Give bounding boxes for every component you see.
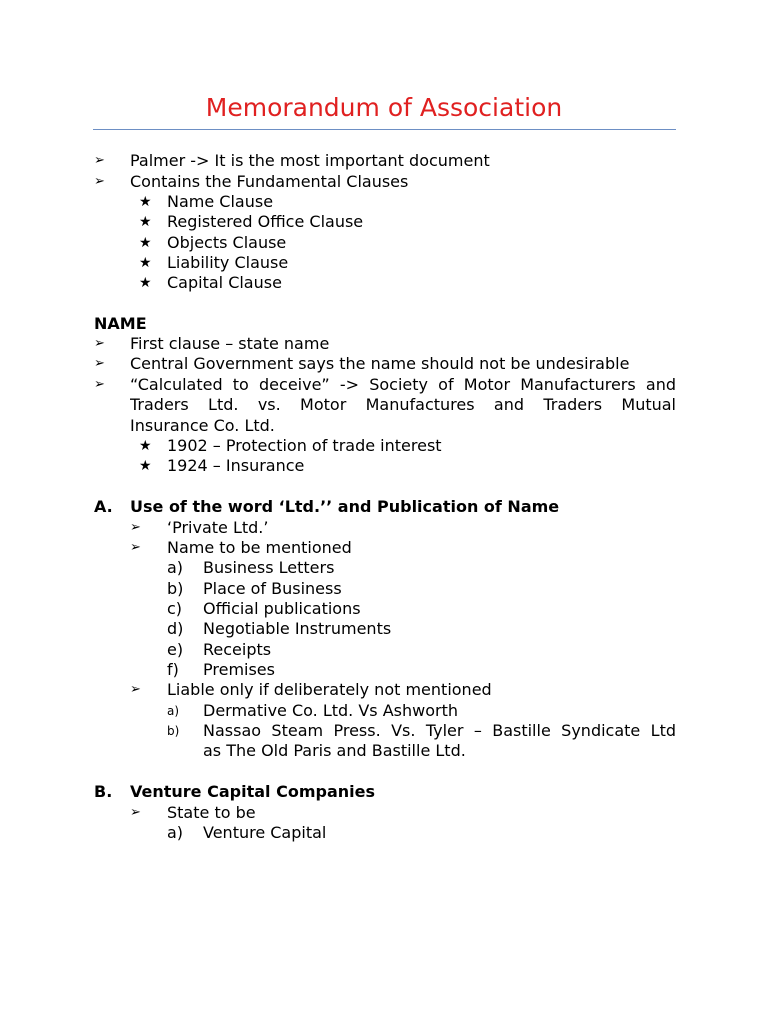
document-line [0, 741, 768, 761]
document-line [0, 456, 768, 476]
star-bullet-icon: ★ [139, 275, 152, 291]
line-text: Nassao Steam Press. Vs. Tyler – Bastille Syndicate Ltd [203, 721, 676, 740]
star-bullet-icon: ★ [139, 214, 152, 230]
document-line [0, 212, 768, 232]
line-text: 1924 – Insurance [167, 456, 305, 475]
document-line [0, 701, 768, 721]
list-label: e) [167, 640, 184, 659]
line-text: Contains the Fundamental Clauses [130, 172, 409, 191]
document-line [0, 518, 768, 538]
document-line [0, 375, 768, 395]
document-line [0, 416, 768, 436]
list-label: d) [167, 619, 184, 638]
document-line [0, 823, 768, 843]
list-label: c) [167, 599, 183, 618]
list-label: a) [167, 558, 184, 577]
list-label: a) [167, 704, 180, 718]
line-text: Liable only if deliberately not mentioned [167, 680, 492, 699]
list-label: a) [167, 823, 184, 842]
arrow-bullet-icon: ➢ [94, 153, 105, 168]
line-text: “Calculated to deceive” -> Society of Motor Manufacturers and [130, 375, 676, 394]
document-line [0, 395, 768, 415]
line-text: Receipts [203, 640, 272, 659]
line-text: Premises [203, 660, 275, 679]
title-divider [93, 129, 676, 130]
document-title: Memorandum of Association [205, 93, 563, 122]
line-text: 1902 – Protection of trade interest [167, 436, 442, 455]
document-line [0, 660, 768, 680]
document-line [0, 497, 768, 517]
document-line [0, 782, 768, 802]
document-line [0, 599, 768, 619]
document-line [0, 151, 768, 171]
arrow-bullet-icon: ➢ [94, 377, 105, 392]
list-label: b) [167, 724, 180, 738]
document-line [0, 579, 768, 599]
document-line [0, 334, 768, 354]
list-label: b) [167, 579, 184, 598]
document-line [0, 803, 768, 823]
line-text: Traders Ltd. vs. Motor Manufactures and Traders Mutual [130, 395, 676, 414]
document-line [0, 233, 768, 253]
document-line [0, 172, 768, 192]
line-text: Place of Business [203, 579, 342, 598]
arrow-bullet-icon: ➢ [130, 540, 141, 555]
line-text: Objects Clause [167, 233, 287, 252]
document-line [0, 619, 768, 639]
arrow-bullet-icon: ➢ [94, 356, 105, 371]
document-line [0, 192, 768, 212]
document-line [0, 314, 768, 334]
arrow-bullet-icon: ➢ [94, 336, 105, 351]
line-text: Insurance Co. Ltd. [130, 416, 275, 435]
arrow-bullet-icon: ➢ [130, 520, 141, 535]
line-text: First clause – state name [130, 334, 330, 353]
line-text: Name Clause [167, 192, 274, 211]
list-label: A. [94, 497, 113, 516]
document-line [0, 436, 768, 456]
line-text: Business Letters [203, 558, 335, 577]
line-text: Capital Clause [167, 273, 282, 292]
star-bullet-icon: ★ [139, 235, 152, 251]
star-bullet-icon: ★ [139, 458, 152, 474]
arrow-bullet-icon: ➢ [130, 805, 141, 820]
star-bullet-icon: ★ [139, 438, 152, 454]
list-label: B. [94, 782, 113, 801]
star-bullet-icon: ★ [139, 194, 152, 210]
document-line [0, 354, 768, 374]
line-text: Liability Clause [167, 253, 289, 272]
star-bullet-icon: ★ [139, 255, 152, 271]
line-text: as The Old Paris and Bastille Ltd. [203, 741, 466, 760]
document-line [0, 558, 768, 578]
section-heading: NAME [94, 314, 147, 333]
line-text: ‘Private Ltd.’ [167, 518, 269, 537]
line-text: Negotiable Instruments [203, 619, 392, 638]
document-line [0, 253, 768, 273]
document-line [0, 640, 768, 660]
line-text: Registered Office Clause [167, 212, 364, 231]
line-text: Palmer -> It is the most important document [130, 151, 490, 170]
document-line [0, 273, 768, 293]
line-text: Dermative Co. Ltd. Vs Ashworth [203, 701, 458, 720]
line-text: Official publications [203, 599, 361, 618]
arrow-bullet-icon: ➢ [94, 174, 105, 189]
section-heading: Use of the word ‘Ltd.’’ and Publication of Name [130, 497, 560, 516]
arrow-bullet-icon: ➢ [130, 682, 141, 697]
line-text: State to be [167, 803, 256, 822]
list-label: f) [167, 660, 179, 679]
document-line [0, 680, 768, 700]
document-line [0, 538, 768, 558]
line-text: Venture Capital [203, 823, 327, 842]
document-line [0, 721, 768, 741]
section-heading: Venture Capital Companies [130, 782, 375, 801]
line-text: Central Government says the name should not be undesirable [130, 354, 630, 373]
line-text: Name to be mentioned [167, 538, 352, 557]
